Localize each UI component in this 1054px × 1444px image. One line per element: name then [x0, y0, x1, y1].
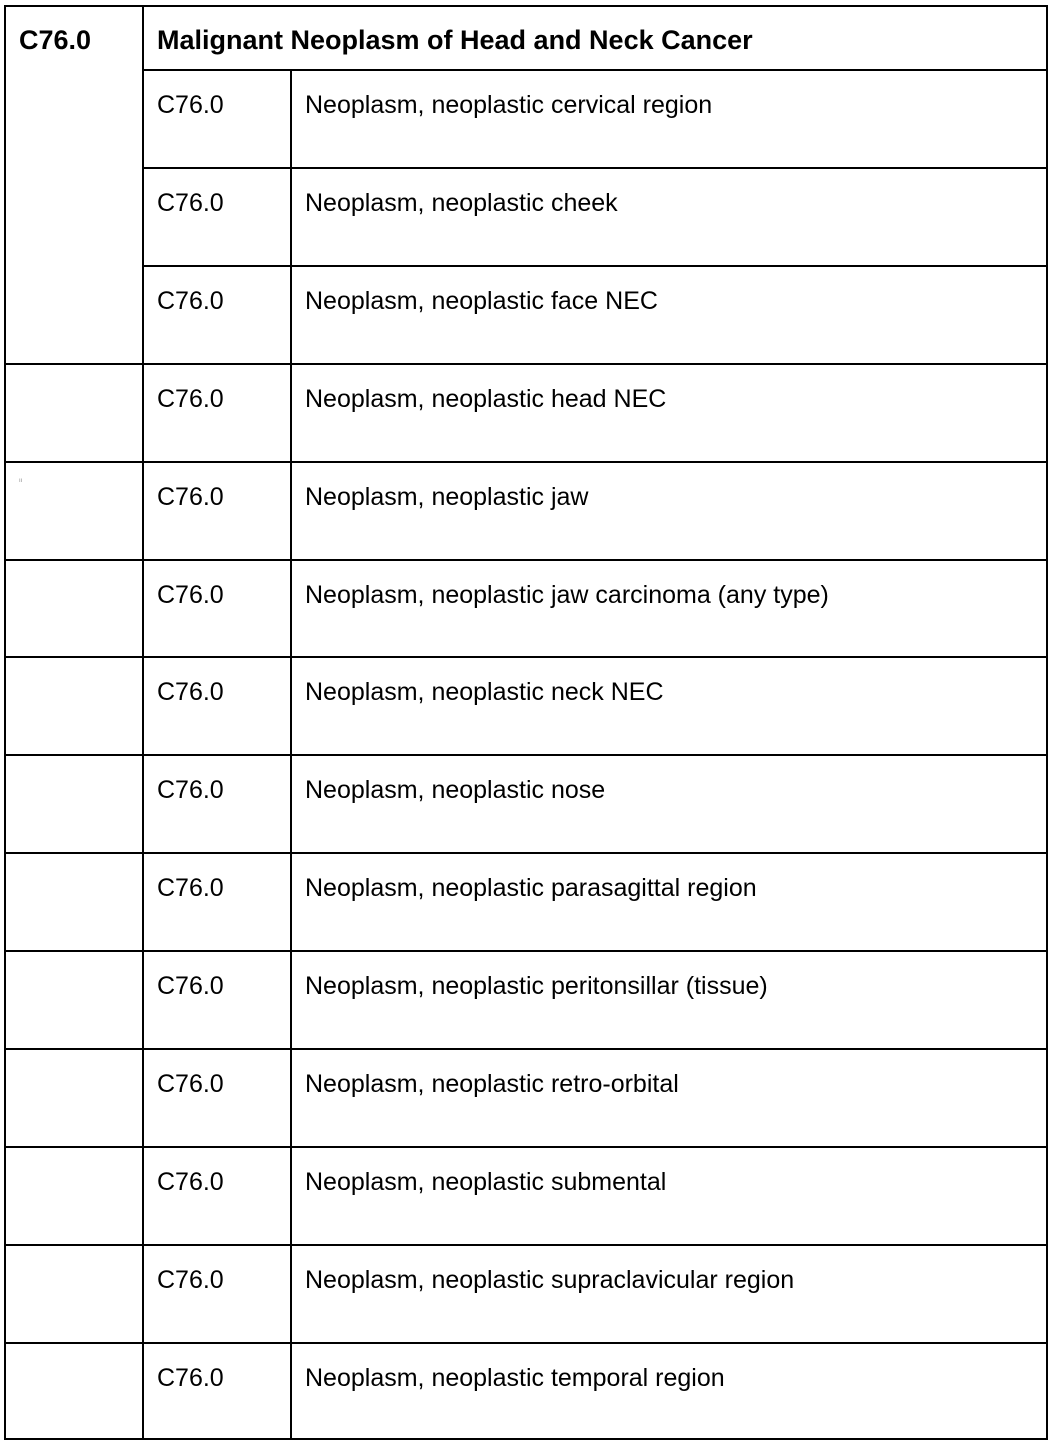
row-divider — [6, 1146, 1046, 1148]
row-divider — [6, 1342, 1046, 1344]
row-description: Neoplasm, neoplastic submental — [305, 1167, 667, 1196]
row-code: C76.0 — [157, 874, 224, 903]
row-code: C76.0 — [157, 1363, 224, 1392]
header-divider — [142, 69, 1046, 71]
row-divider — [6, 461, 1046, 463]
code-table — [4, 5, 1048, 1440]
row-description: Neoplasm, neoplastic temporal region — [305, 1363, 725, 1392]
row-divider — [6, 559, 1046, 561]
row-code: C76.0 — [157, 286, 224, 315]
row-code: C76.0 — [157, 1070, 224, 1098]
row-description: Neoplasm, neoplastic face NEC — [305, 286, 658, 315]
row-code: C76.0 — [157, 972, 224, 1001]
row-code: C76.0 — [157, 384, 224, 413]
row-divider — [6, 363, 1046, 365]
row-description: Neoplasm, neoplastic peritonsillar (tissue) — [305, 972, 768, 1001]
row-divider — [6, 1048, 1046, 1050]
row-description: Neoplasm, neoplastic neck NEC — [305, 678, 664, 707]
row-divider — [6, 1244, 1046, 1246]
row-code: C76.0 — [157, 1265, 224, 1294]
row-code: C76.0 — [157, 91, 224, 119]
row-divider — [6, 950, 1046, 952]
row-description: Neoplasm, neoplastic cervical region — [305, 91, 713, 119]
row-code: C76.0 — [157, 188, 224, 217]
stray-mark: ıı — [19, 478, 23, 484]
group-column-divider — [142, 7, 144, 1440]
row-code: C76.0 — [157, 776, 224, 805]
row-divider — [6, 852, 1046, 854]
row-description: Neoplasm, neoplastic jaw — [305, 482, 589, 511]
group-title: Malignant Neoplasm of Head and Neck Cancer — [157, 25, 753, 55]
row-code: C76.0 — [157, 678, 224, 707]
group-code: C76.0 — [19, 25, 92, 55]
row-divider — [142, 167, 1046, 169]
row-description: Neoplasm, neoplastic jaw carcinoma (any type) — [305, 580, 829, 609]
row-description: Neoplasm, neoplastic supraclavicular region — [305, 1265, 795, 1294]
row-description: Neoplasm, neoplastic parasagittal region — [305, 874, 757, 903]
row-divider — [142, 265, 1046, 267]
row-description: Neoplasm, neoplastic retro-orbital — [305, 1070, 679, 1098]
row-divider — [6, 656, 1046, 658]
row-description: Neoplasm, neoplastic nose — [305, 776, 606, 805]
row-code: C76.0 — [157, 482, 224, 511]
row-code: C76.0 — [157, 1167, 224, 1196]
row-description: Neoplasm, neoplastic head NEC — [305, 384, 667, 413]
row-description: Neoplasm, neoplastic cheek — [305, 188, 618, 217]
row-divider — [6, 754, 1046, 756]
row-code: C76.0 — [157, 580, 224, 609]
